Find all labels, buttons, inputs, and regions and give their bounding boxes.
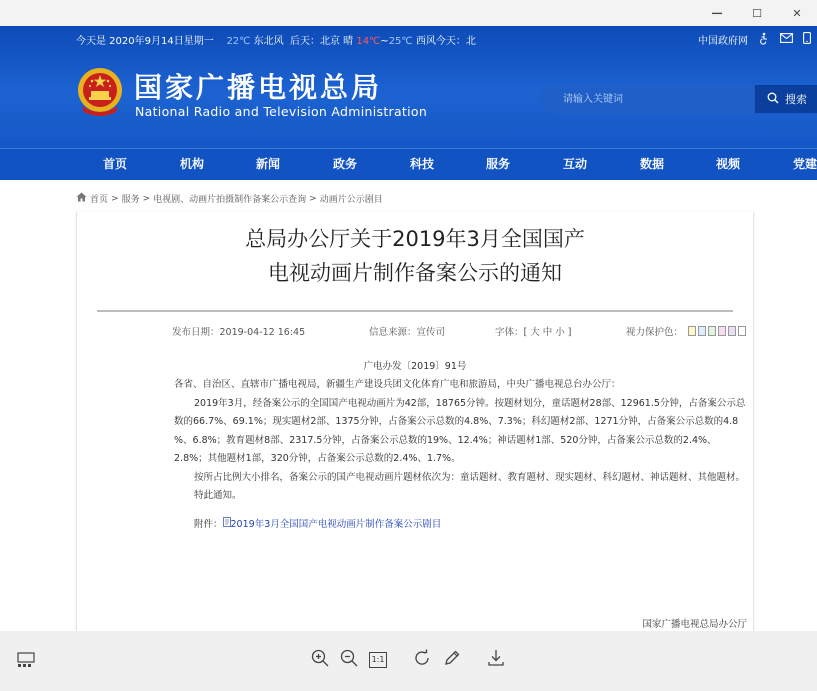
eye-color-swatches [686, 327, 746, 338]
home-icon [76, 192, 87, 205]
later-wind: 西风今天：北 [415, 36, 476, 47]
minimize-button[interactable]: ─ [712, 3, 722, 23]
rotate-button[interactable] [411, 649, 433, 671]
paragraph-stats: 2019年3月，经备案公示的全国国产电视动画片为42部，18765分钟。按题材划分，童话题材28部、12961.5分钟，占备案公示总数的66.7%、69.1%；现实题材2部、1375分钟，占备案公示总数的4.8%、7.3%；科幻题材2部、1271分钟，占备案公示总数的4.8 %、6.8%；教育题材8部、2317.5分钟，占备案公示总数的19%、12.4%；神话题材1部、520分钟，占备案公示总数的2.4%、2.8%；其他题材1部，320分钟，占备案公示总数的2.4%、1.7%。 [174, 397, 746, 464]
eye-color-swatch[interactable] [738, 326, 746, 336]
eye-protection-control: 视力保护色： [626, 324, 746, 338]
breadcrumb-service[interactable]: 服务 [121, 195, 140, 205]
site-header [0, 26, 817, 148]
article-body [174, 376, 749, 534]
nav-item-service[interactable]: 服务 [486, 157, 511, 171]
font-size-control: 字体：[ 大 中 小 ] [495, 327, 572, 338]
later-high-temp: 14℃ [356, 36, 381, 47]
nav-item-news[interactable]: 新闻 [256, 157, 281, 171]
later-weather: 后天：北京 晴 [289, 36, 354, 47]
mobile-icon[interactable] [803, 32, 811, 47]
search-box [541, 85, 755, 113]
document-icon [223, 519, 231, 530]
image-viewport [0, 26, 817, 631]
site-logo-cn[interactable]: 国家广播电视总局 [134, 71, 383, 104]
attachment-row: 附件： 2019年3月全国国产电视动画片制作备案公示剧目 [194, 518, 442, 530]
weather-bar: 今天是 2020年9月14日星期一 22℃ 东北风 后天：北京 晴 14℃~25℃ 西风今天：北 [76, 36, 476, 47]
rotate-icon [413, 649, 431, 671]
salutation: 各省、自治区、直辖市广播电视局，新疆生产建设兵团文化体育广电和旅游局，中央广播电视总台办公厅： [174, 379, 621, 390]
nav-item-interaction[interactable]: 互动 [563, 157, 588, 171]
article-title: 总局办公厅关于2019年3月全国国产 电视动画片制作备案公示的通知 [245, 227, 585, 285]
viewer-toolbar [0, 631, 817, 691]
close-button[interactable]: ✕ [792, 6, 802, 20]
maximize-button[interactable]: ☐ [752, 6, 762, 20]
pencil-icon [443, 649, 461, 671]
eye-color-swatch[interactable] [688, 326, 696, 336]
eye-color-swatch[interactable] [718, 326, 726, 336]
document-number: 广电办发〔2019〕91号 [363, 361, 467, 372]
zoom-in-button[interactable] [309, 649, 331, 671]
today-date: 今天是 2020年9月14日星期一 [76, 36, 214, 47]
font-size-options[interactable]: [ 大 中 小 ] [523, 327, 572, 338]
actual-size-button[interactable] [367, 649, 389, 671]
search-button-label: 搜索 [785, 93, 807, 106]
thumbnail-panel-button[interactable] [15, 649, 37, 671]
title-divider [97, 310, 733, 312]
zoom-out-icon [340, 649, 358, 671]
nav-item-org[interactable]: 机构 [180, 157, 205, 171]
paragraph-ranking: 按所占比例大小排名，备案公示的国产电视动画片题材依次为：童话题材、教育题材、现实题材、科幻题材、神话题材、其他题材。 [194, 471, 746, 483]
search-icon [767, 92, 779, 107]
national-emblem-logo [76, 66, 124, 118]
zoom-out-button[interactable] [338, 649, 360, 671]
nav-item-home[interactable]: 首页 [103, 157, 128, 171]
breadcrumb-animation-list[interactable]: 动画片公示剧目 [319, 195, 383, 205]
eye-color-swatch[interactable] [698, 326, 706, 336]
attachment-link[interactable]: 2019年3月全国国产电视动画片制作备案公示剧目 [230, 518, 442, 530]
breadcrumb-home[interactable]: 首页 [90, 195, 109, 205]
edit-button[interactable] [441, 649, 463, 671]
top-links [698, 32, 811, 47]
download-button[interactable] [485, 649, 507, 671]
nav-item-tech[interactable]: 科技 [410, 157, 435, 171]
window-titlebar [0, 0, 817, 26]
nav-item-gov-affairs[interactable]: 政务 [333, 157, 358, 171]
zoom-in-icon [311, 649, 329, 671]
eye-color-swatch[interactable] [728, 326, 736, 336]
nav-item-video[interactable]: 视频 [716, 157, 741, 171]
search-button[interactable] [755, 85, 817, 113]
publish-date: 发布日期：2019-04-12 16:45 [172, 327, 306, 338]
mail-icon[interactable] [780, 33, 793, 46]
nav-item-party[interactable]: 党建 [793, 157, 817, 171]
accessibility-icon[interactable] [758, 32, 770, 47]
main-nav [0, 148, 817, 180]
search-input[interactable] [561, 93, 745, 106]
later-low-temp: 25℃ [388, 36, 413, 47]
actual-size-icon: 1:1 [369, 652, 388, 668]
nav-item-data[interactable]: 数据 [640, 157, 665, 171]
breadcrumb: 首页 > 服务 > 电视剧、动画片拍摄制作备案公示查询 > 动画片公示剧目 [76, 192, 383, 205]
gov-link[interactable]: 中国政府网 [698, 36, 748, 47]
today-temp: 22℃ [226, 36, 251, 47]
breadcrumb-record-query[interactable]: 电视剧、动画片拍摄制作备案公示查询 [153, 195, 307, 205]
site-logo-en: National Radio and Television Administration [135, 104, 428, 119]
info-source: 信息来源：宣传司 [369, 327, 446, 338]
article-panel [76, 212, 754, 652]
today-wind: 东北风 [253, 36, 284, 47]
sign-organization: 国家广播电视总局办公厅 [642, 619, 747, 630]
paragraph-notice: 特此通知。 [194, 490, 242, 501]
eye-color-swatch[interactable] [708, 326, 716, 336]
download-icon [487, 649, 505, 671]
